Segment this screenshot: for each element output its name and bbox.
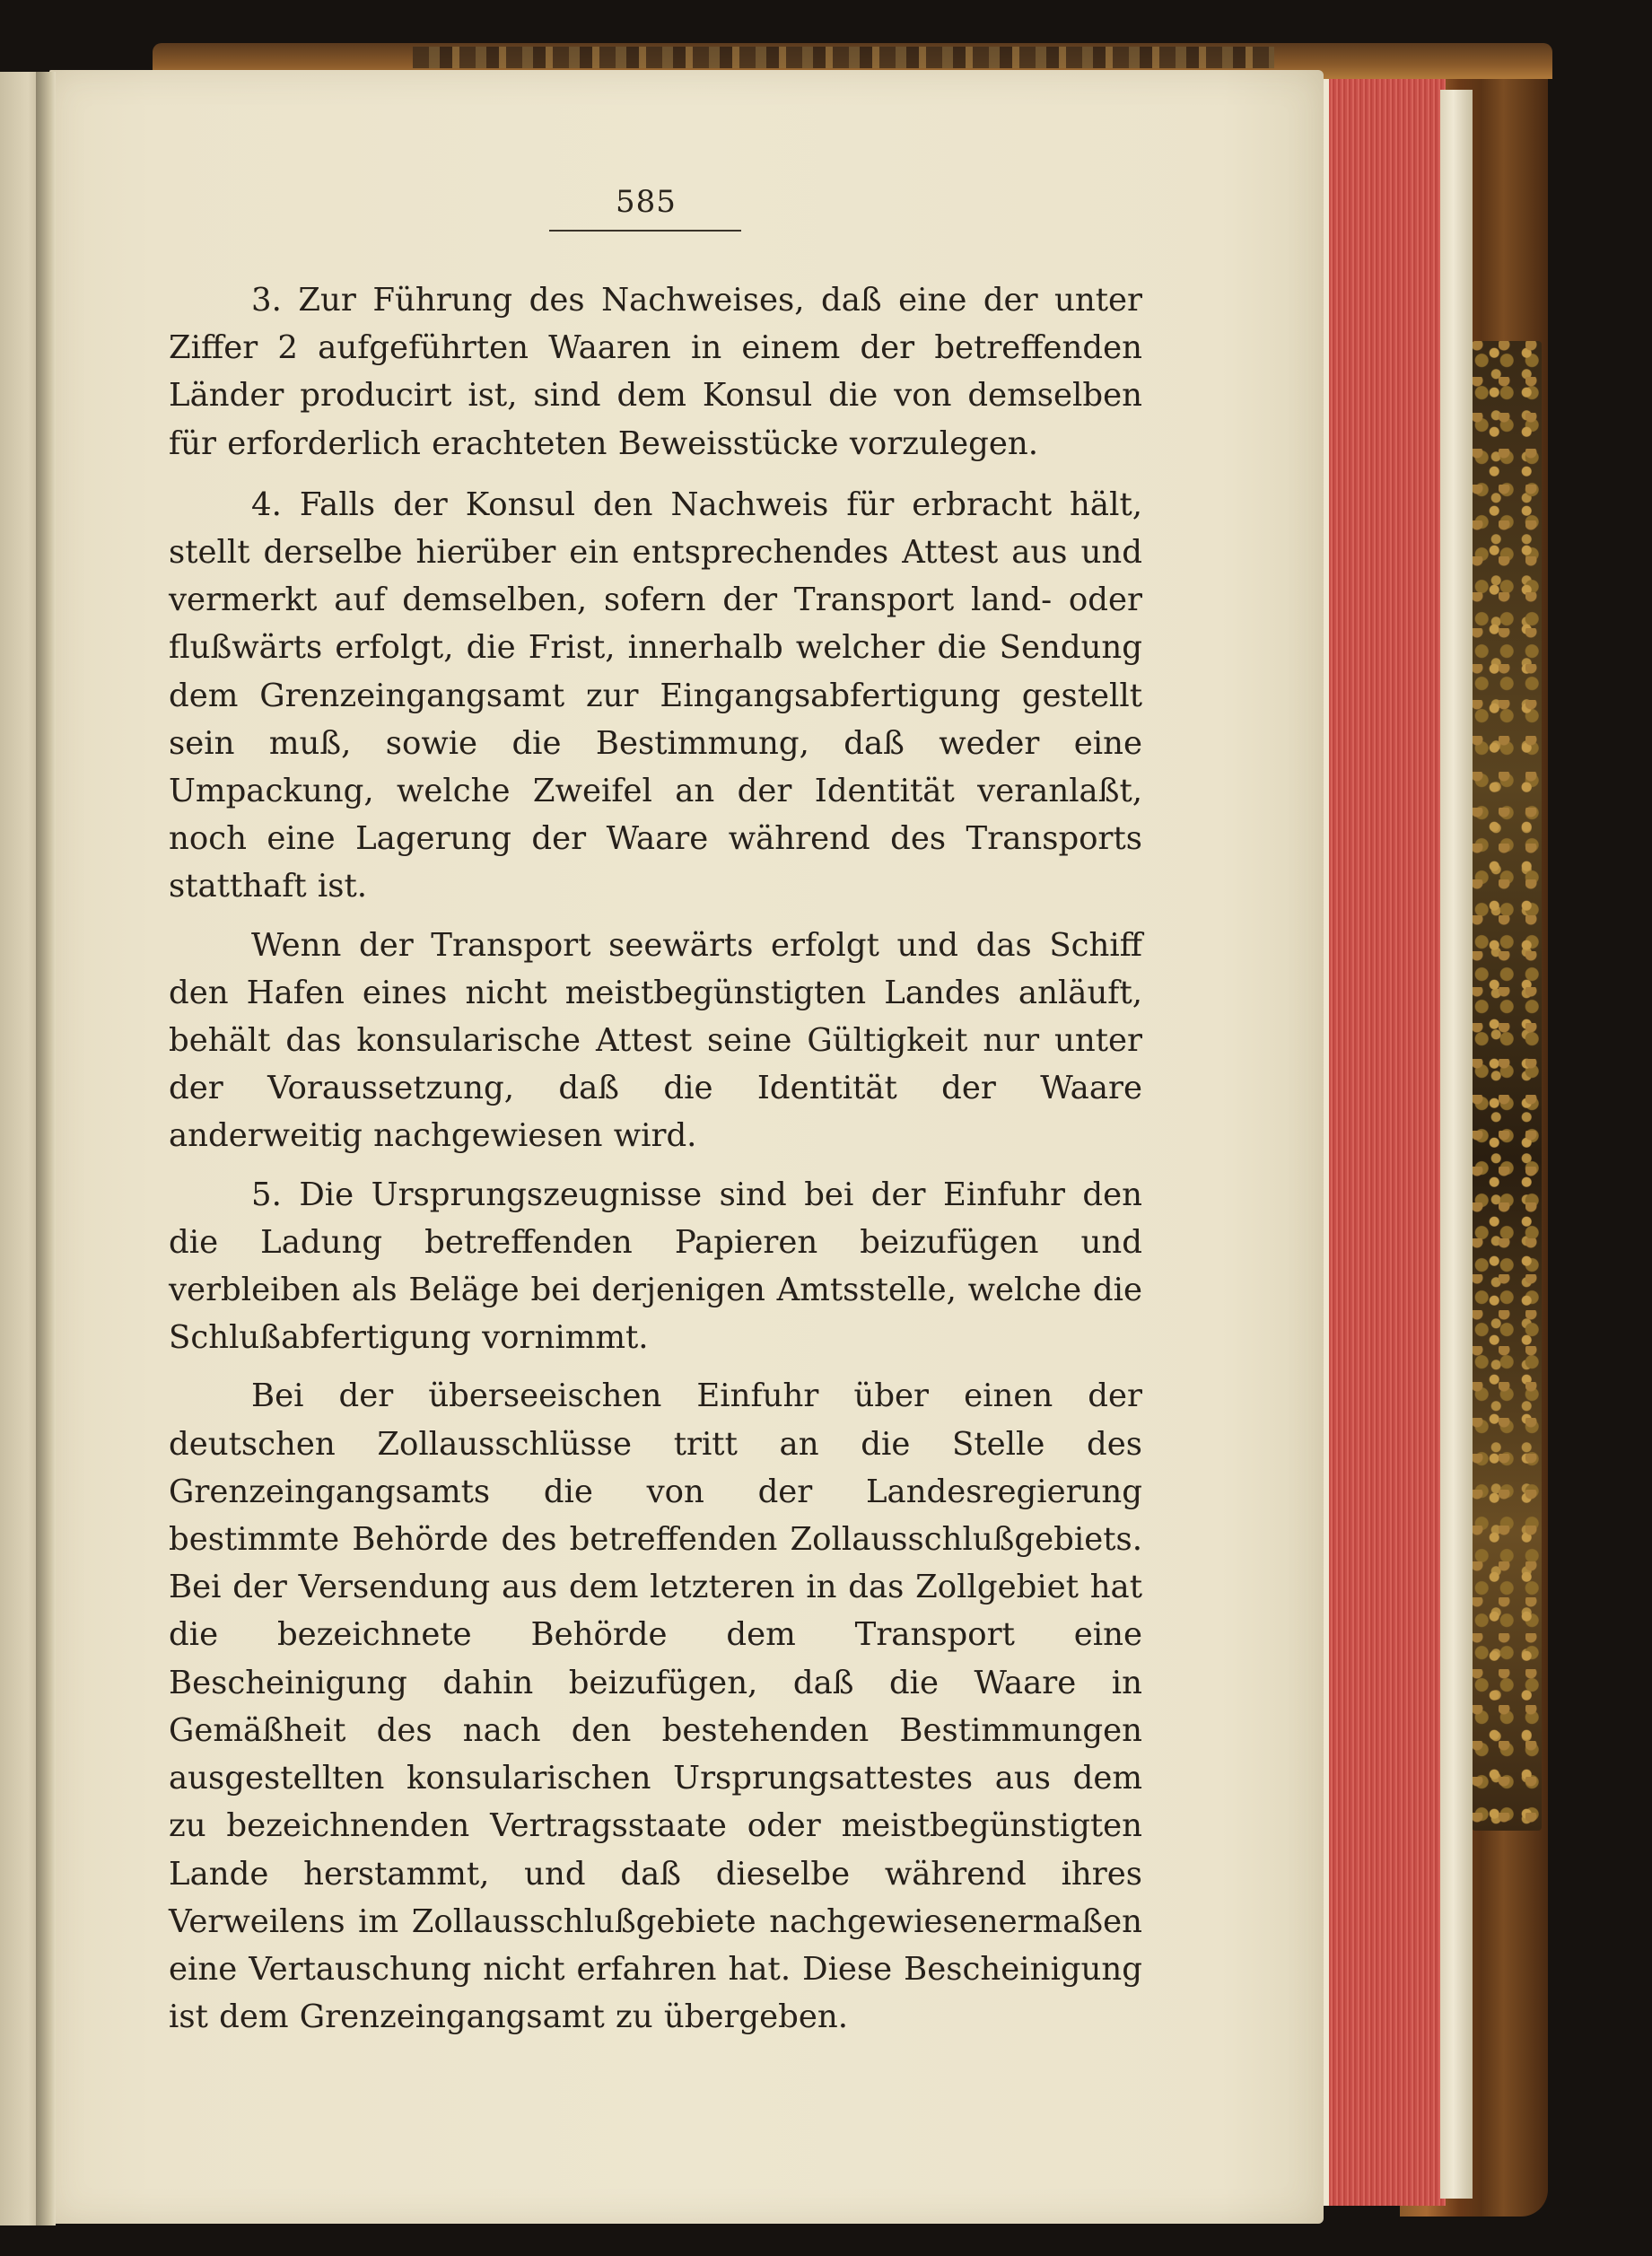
paragraph-5-continuation: Bei der überseeischen Einfuhr über einen der deutschen Zollausschlüsse tritt an die Stelle des Grenzeingangsamts die von der Landesregierung bestimmte Behörde des betreffenden Zollausschlußgebiets. Bei der Versendung aus dem letzteren in das Zollgebiet hat die bezeichnete Behörde dem Transport eine Bescheinigung dahin beizufügen, daß die Waare in Gemäßheit des nach den bestehenden Bestimmungen ausgestellten konsularischen Ursprungsattestes aus dem zu bezeichnenden Vertragsstaate oder meistbegünstigten Lande herstammt, und daß dieselbe während ihres Verweilens im Zollausschlußgebiete nachgewiesenermaßen eine Vertauschung nicht erfahren hat. Diese Bescheinigung ist dem Grenzeingangsamt zu übergeben.: [169, 1377, 1142, 2036]
book-cover-top-band: [413, 47, 1274, 68]
paragraph-4: 4. Falls der Konsul den Nachweis für erbracht hält, stellt derselbe hierüber ein entsprechendes Attest aus und vermerkt auf demselben, sofern der Transport land- oder flußwärts erfolgt, die Frist, innerhalb welcher die Sendung dem Grenzeingangsamt zur Eingangsabfertigung gestellt sein muß, sowie die Bestimmung, daß weder eine Umpackung, welche Zweifel an der Identität veranlaßt, noch eine Lagerung der Waare während des Transports statthaft ist.: [169, 485, 1142, 905]
page-edge-outer: [1440, 90, 1473, 2199]
paragraph-3: 3. Zur Führung des Nachweises, daß eine der unter Ziffer 2 aufgeführten Waaren in einem der betreffenden Länder producirt ist, sind dem Konsul die von demselben für erforderlich erachteten Beweisstücke vorzulegen.: [169, 282, 1142, 462]
header-rule: [549, 230, 741, 232]
page-gutter: [36, 72, 56, 2225]
paragraph-4-continuation: Wenn der Transport seewärts erfolgt und das Schiff den Hafen eines nicht meistbegünstigten Landes anläuft, behält das konsularische Attest seine Gültigkeit nur unter der Voraussetzung, daß die Identität der Waare anderweitig nachgewiesen wird.: [169, 926, 1142, 1155]
page-text-block: [169, 276, 1142, 2041]
red-page-edges: [1324, 79, 1446, 2206]
paragraph-5: 5. Die Ursprungszeugnisse sind bei der Einfuhr den die Ladung betreffenden Papieren beizufügen und verbleiben als Beläge bei derjenigen Amtsstelle, welche die Schlußabfertigung vornimmt.: [169, 1176, 1142, 1357]
marbled-cover-edge: [1472, 341, 1542, 1831]
page-number: 585: [616, 184, 677, 220]
